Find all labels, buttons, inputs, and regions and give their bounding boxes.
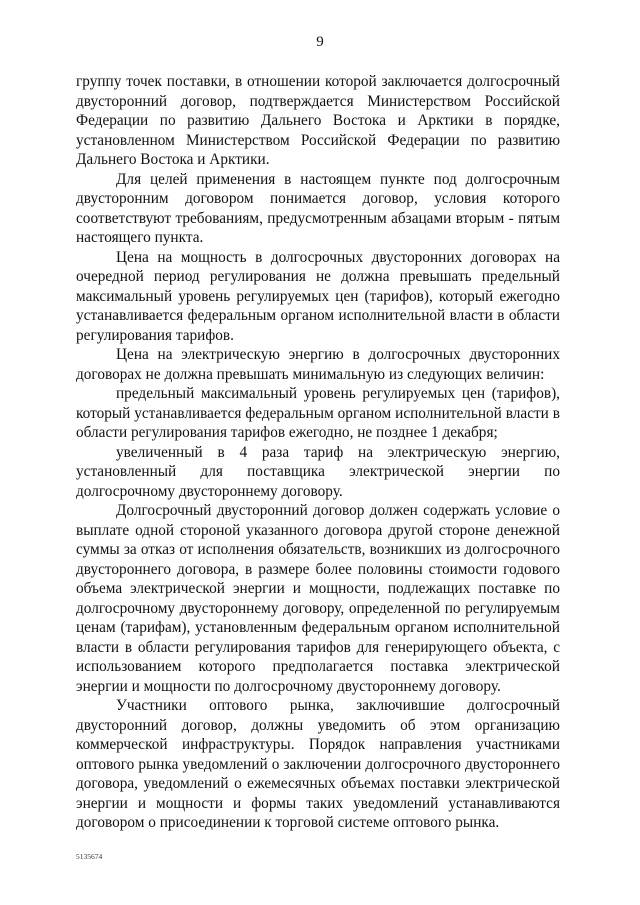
paragraph-notification: Участники оптового рынка, заключившие долгосрочный двусторонний договор, должны уведомить об этом организацию коммерческой инфраструктуры. Порядок направления участниками оптового рынка уведомлений о заключении долгосрочного двустороннего договора, уведомлений о ежемесячных объемах поставки электрической энергии и мощности и формы таких уведомлений устанавливаются договором о присоединении к торговой системе оптового рынка.: [76, 697, 560, 831]
paragraph-capacity-price: Цена на мощность в долгосрочных двусторонних договорах на очередной период регулирования не должна превышать предельный максимальный уровень регулируемых цен (тарифов), который ежегодно устанавливается федеральным органом исполнительной власти в области регулирования тарифов.: [76, 248, 560, 344]
paragraph-max-tariff-level: предельный максимальный уровень регулируемых цен (тарифов), который устанавливается федеральным органом исполнительной власти в области регулирования тарифов ежегодно, не позднее 1 декабря;: [76, 385, 560, 441]
document-code: 5135674: [76, 852, 103, 861]
paragraph-quadruple-tariff: увеличенный в 4 раза тариф на электрическую энергию, установленный для поставщика электрической энергии по долгосрочному двустороннему договору.: [76, 443, 560, 500]
paragraph-continuation: группу точек поставки, в отношении которой заключается долгосрочный двусторонний договор, подтверждается Министерством Российской Федерации по развитию Дальнего Востока и Арктики в порядке, установленном Министерством Российской Федерации по развитию Дальнего Востока и Арктики.: [76, 73, 560, 168]
page-number: 9: [316, 34, 324, 50]
document-body: [76, 72, 560, 833]
paragraph-penalty-condition: Долгосрочный двусторонний договор должен содержать условие о выплате одной стороной указанного договора другой стороне денежной суммы за отказ от исполнения обязательств, возникших из долгосрочного двустороннего договора, в размере более половины стоимости годового объема электрической энергии и мощности, подлежащих поставке по долгосрочному двустороннему договору, определенной по регулируемым ценам (тарифам), установленным федеральным органом исполнительной власти в области регулирования тарифов для генерирующего объекта, с использованием которого предполагается поставка электрической энергии и мощности по долгосрочному двустороннему договору.: [76, 502, 560, 695]
paragraph-energy-price: Цена на электрическую энергию в долгосрочных двусторонних договорах не должна превышать минимальную из следующих величин:: [76, 346, 560, 383]
paragraph-definition: Для целей применения в настоящем пункте под долгосрочным двусторонним договором понимается договор, условия которого соответствуют требованиям, предусмотренным абзацами вторым - пятым настоящего пункта.: [76, 170, 560, 246]
